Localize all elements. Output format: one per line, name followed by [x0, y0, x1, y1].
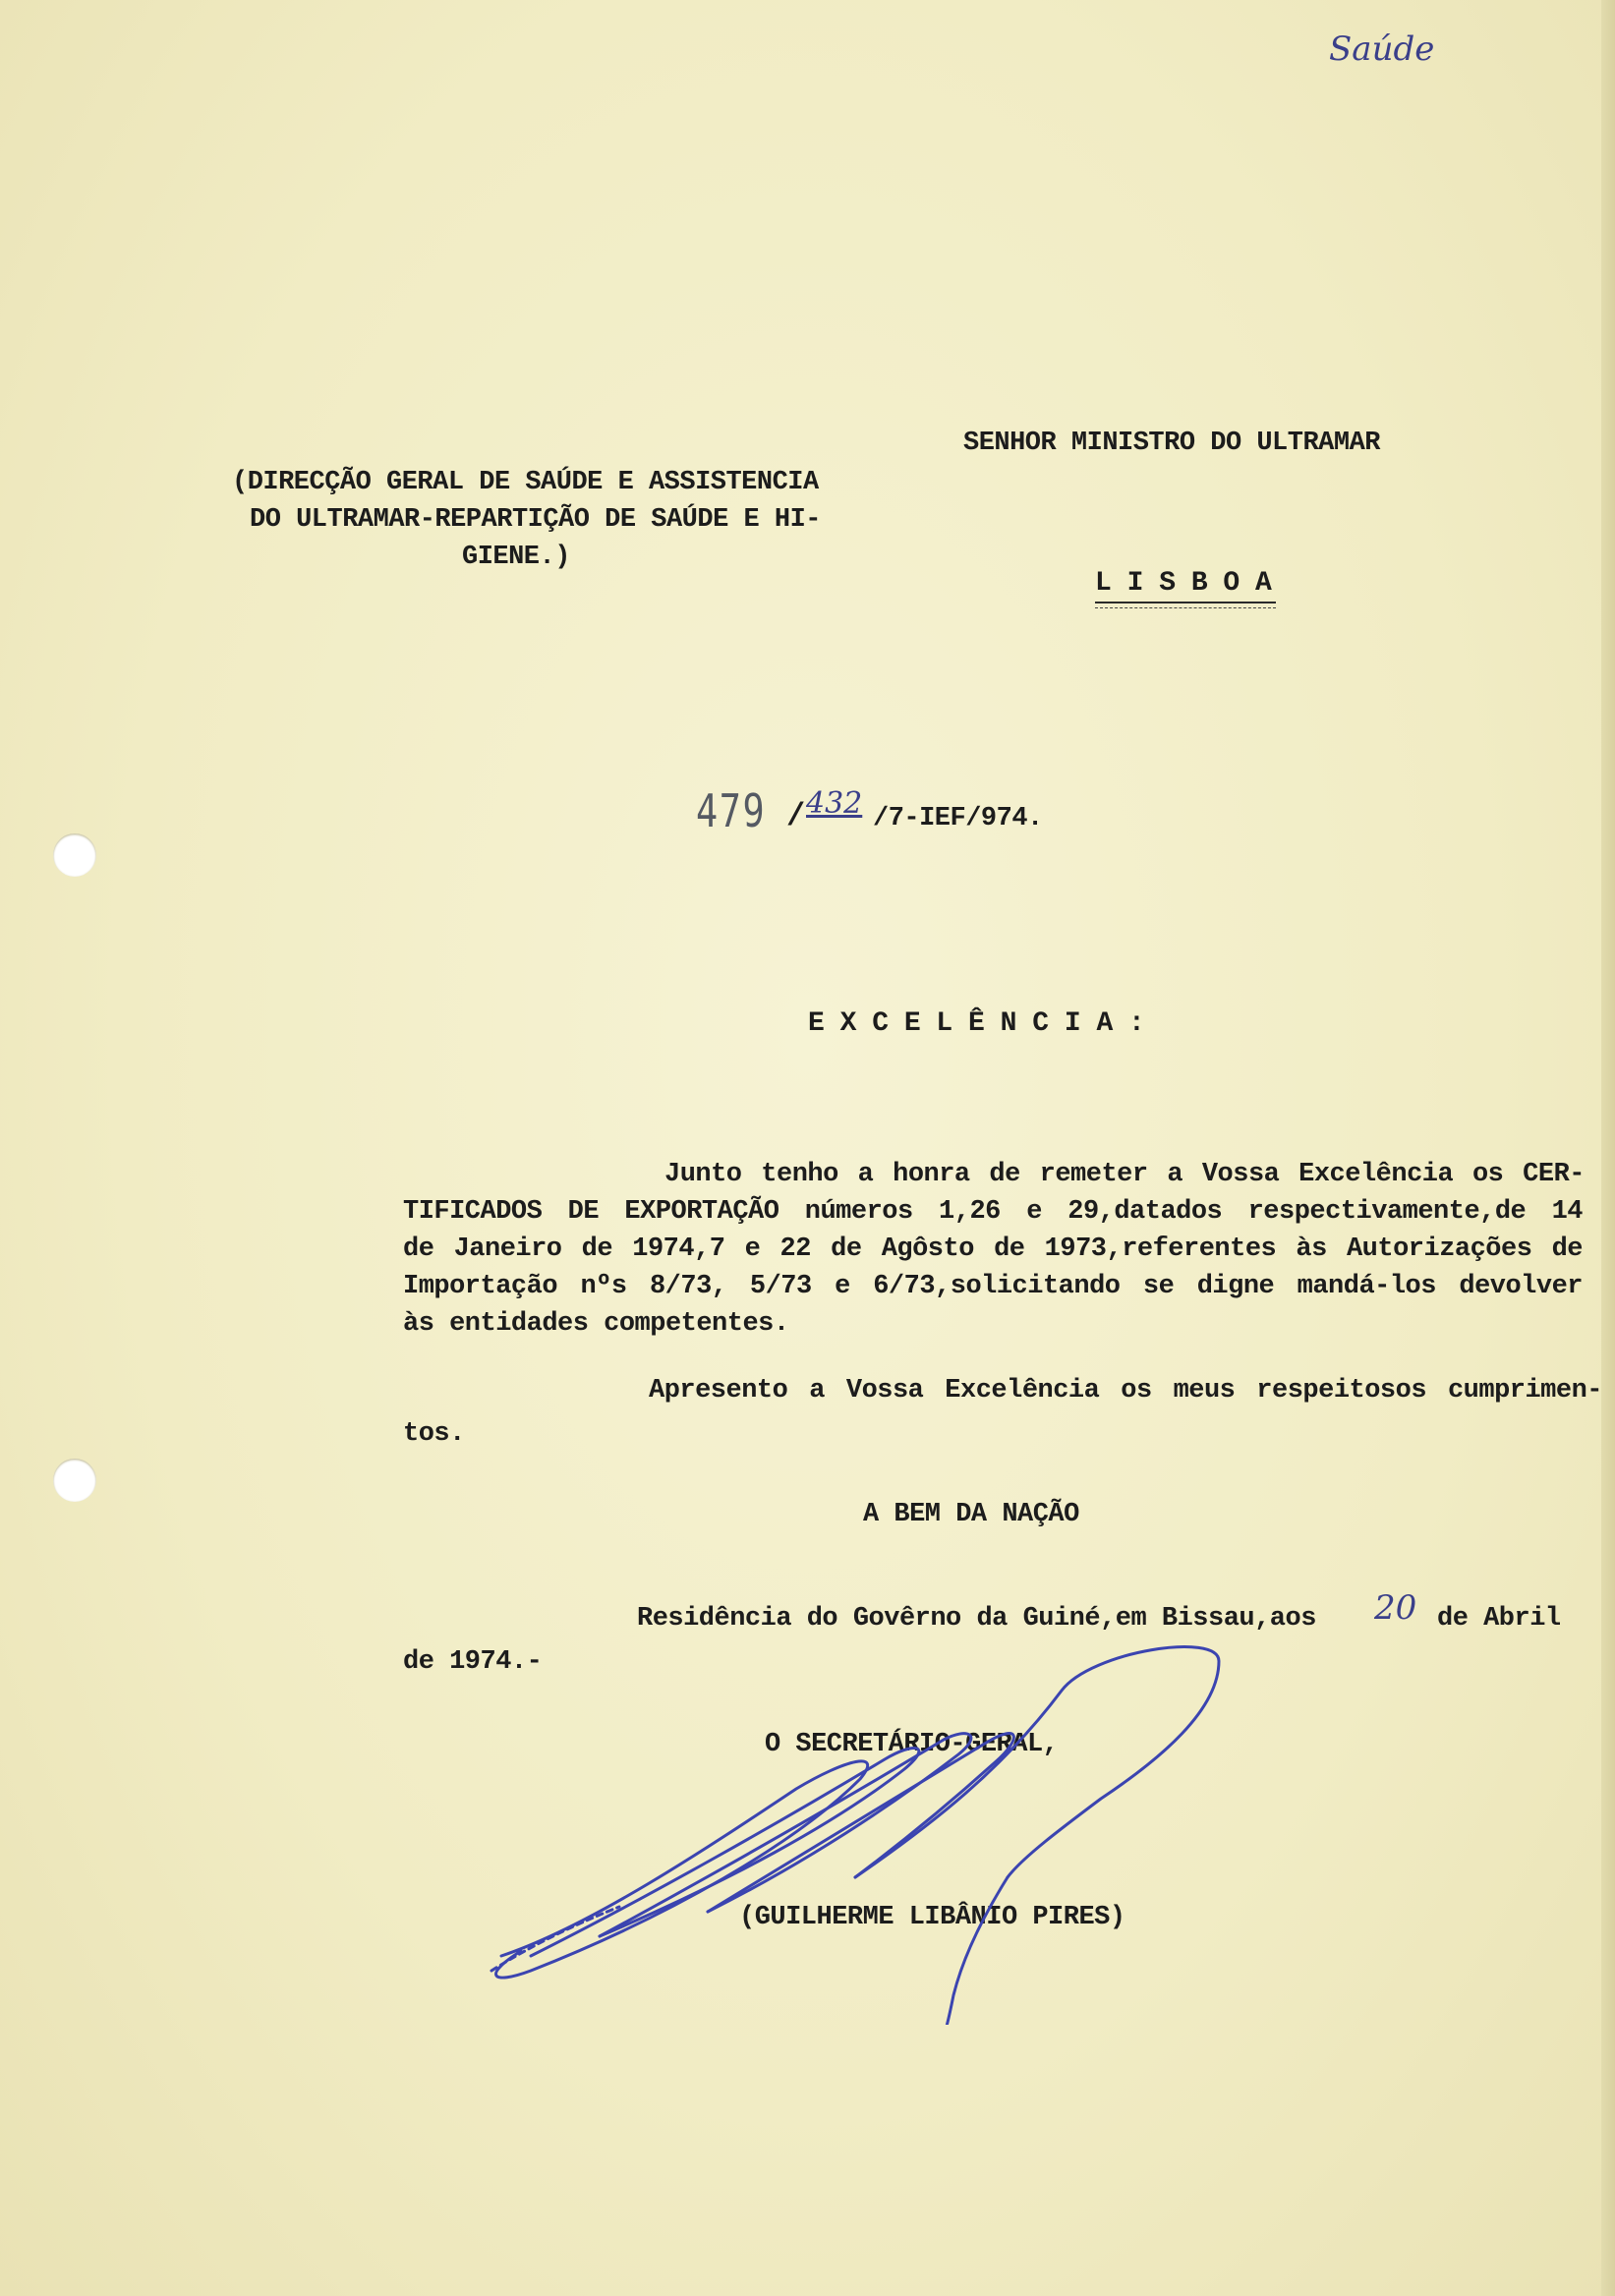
punch-hole-top	[53, 833, 96, 877]
salutation: E X C E L Ê N C I A :	[808, 1008, 1145, 1039]
sender-line-1: (DIRECÇÃO GERAL DE SAÚDE E ASSISTENCIA	[232, 468, 819, 497]
reference-separator: /	[786, 798, 805, 834]
signatory-name: (GUILHERME LIBÂNIO PIRES)	[739, 1903, 1125, 1932]
punch-hole-bottom	[53, 1459, 96, 1502]
reference-suffix: /7-IEF/974.	[873, 804, 1043, 833]
paper-edge	[1601, 0, 1615, 2296]
handwritten-reference-number: 432	[806, 786, 863, 821]
body-paragraph-1-line-5: às entidades competentes.	[403, 1309, 789, 1339]
handwritten-day: 20	[1374, 1588, 1417, 1628]
body-paragraph-1-line-2: TIFICADOS DE EXPORTAÇÃO números 1,26 e 29,datados respectivamente,de 14	[403, 1197, 1583, 1227]
body-paragraph-1-line-4: Importação nºs 8/73, 5/73 e 6/73,solicitando se digne mandá-los devolver	[403, 1272, 1583, 1301]
closing-motto: A BEM DA NAÇÃO	[863, 1500, 1079, 1529]
sender-line-2: DO ULTRAMAR-REPARTIÇÃO DE SAÚDE E HI-	[250, 505, 821, 535]
signatory-role: O SECRETÁRIO-GERAL,	[765, 1730, 1059, 1759]
handwritten-annotation: Saúde	[1329, 29, 1435, 69]
body-paragraph-2-line-2: tos.	[403, 1419, 465, 1449]
recipient-city-underline	[1095, 602, 1276, 603]
handwritten-signature	[472, 1632, 1258, 2025]
body-paragraph-1-line-3: de Janeiro de 1974,7 e 22 de Agôsto de 1973,referentes às Autorizações de	[403, 1234, 1583, 1264]
sender-line-3: GIENE.)	[462, 543, 570, 572]
place-date-month: de Abril	[1437, 1604, 1561, 1634]
body-paragraph-2-line-1: Apresento a Vossa Excelência os meus respeitosos cumprimen-	[649, 1376, 1602, 1406]
place-date-year: de 1974.-	[403, 1647, 543, 1677]
recipient-city: L I S B O A	[1095, 568, 1272, 599]
stamped-reference-number: 479	[696, 784, 767, 837]
recipient-city-underline-2	[1095, 607, 1276, 608]
recipient-title: SENHOR MINISTRO DO ULTRAMAR	[963, 429, 1380, 458]
body-paragraph-1-line-1: Junto tenho a honra de remeter a Vossa Excelência os CER-	[664, 1160, 1585, 1189]
place-date-text: Residência do Govêrno da Guiné,em Bissau,aos	[637, 1604, 1316, 1634]
